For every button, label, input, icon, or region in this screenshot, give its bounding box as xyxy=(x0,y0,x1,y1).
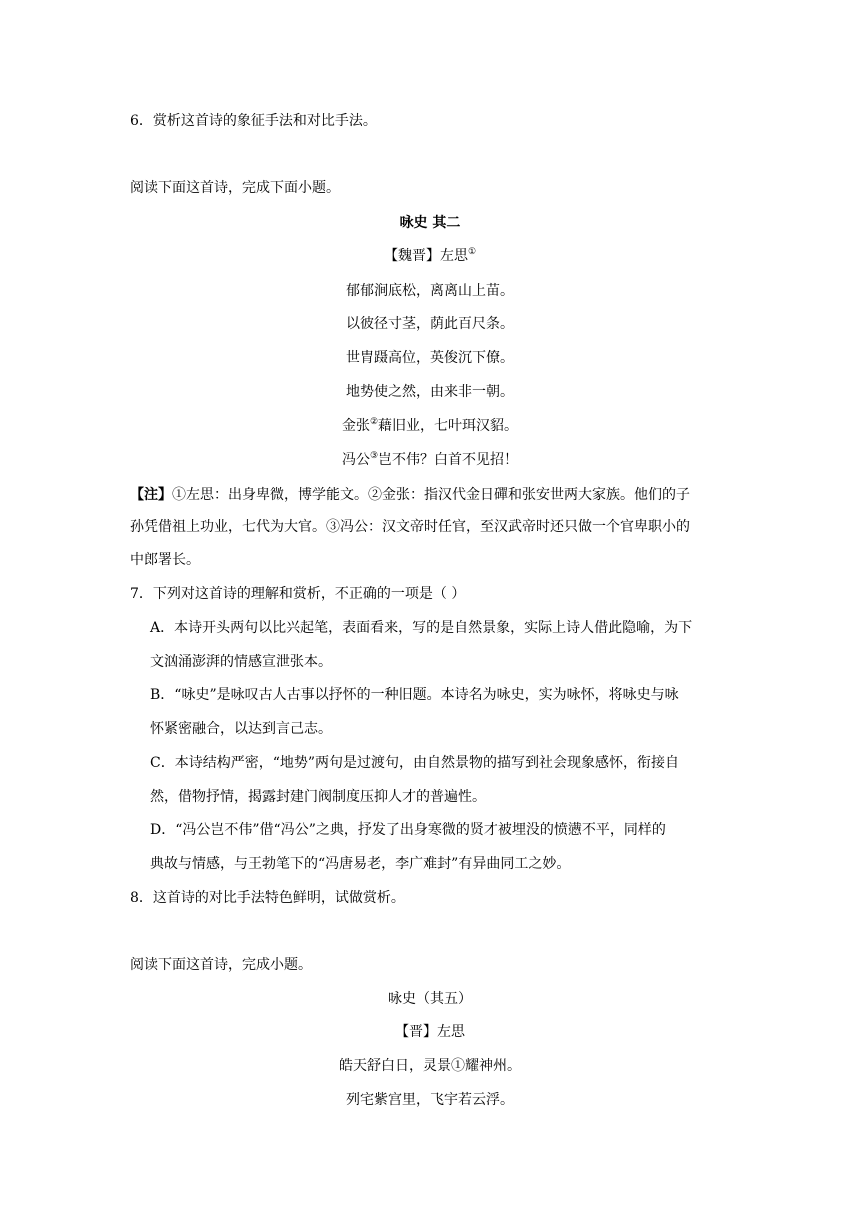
section2-intro: 阅读下面这首诗，完成小题。 xyxy=(130,957,312,973)
question-7-stem: 7．下列对这首诗的理解和赏析，不正确的一项是（ ） xyxy=(130,586,466,602)
poem1-line6-footnote: ③ xyxy=(369,451,379,461)
poem1-line xyxy=(0,450,860,470)
option-d: D．“冯公岂不伟”借“冯公”之典，抒发了出身寒微的贤才被埋没的愤懑不平，同样的 xyxy=(150,822,666,838)
section1-intro: 阅读下面这首诗，完成下面小题。 xyxy=(130,180,340,196)
poem1-line xyxy=(0,416,860,436)
option-a-cont: 文汹涌澎湃的情感宣泄张本。 xyxy=(150,654,332,670)
poem1-line: 以彼径寸茎，荫此百尺条。 xyxy=(346,316,514,332)
poem1-line: 世胄蹑高位，英俊沉下僚。 xyxy=(346,350,514,366)
poem1-line: 郁郁涧底松，离离山上苗。 xyxy=(346,283,514,299)
poem1-author-text: 【魏晋】左思 xyxy=(383,248,468,264)
option-d-cont: 典故与情感，与王勃笔下的“冯唐易老，李广难封”有异曲同工之妙。 xyxy=(150,856,571,872)
note-label: 【注】 xyxy=(130,487,172,503)
note-line: 孙凭借祖上功业，七代为大官。③冯公：汉文帝时任官，至汉武帝时还只做一个官卑职小的 xyxy=(130,519,690,535)
poem1-author xyxy=(0,246,860,266)
poem2-author: 【晋】左思 xyxy=(395,1024,465,1040)
option-b: B．“咏史”是咏叹古人古事以抒怀的一种旧题。本诗名为咏史，实为咏怀，将咏史与咏 xyxy=(150,687,679,703)
option-b-cont: 怀紧密融合，以达到言己志。 xyxy=(150,721,332,737)
note-text-1: ①左思：出身卑微，博学能文。②金张：指汉代金日磾和张安世两大家族。他们的子 xyxy=(172,487,690,503)
option-a: A．本诗开头两句以比兴起笔，表面看来，写的是自然景象，实际上诗人借此隐喻，为下 xyxy=(150,620,693,636)
note-line xyxy=(130,485,690,505)
option-c-cont: 然，借物抒情，揭露封建门阀制度压抑人才的普遍性。 xyxy=(150,789,486,805)
poem2-line: 皓天舒白日，灵景①耀神州。 xyxy=(339,1058,521,1074)
note-line: 中郎署长。 xyxy=(130,552,200,568)
poem1-title: 咏史 其二 xyxy=(399,215,461,231)
poem1-author-footnote: ① xyxy=(467,247,477,257)
poem2-title: 咏史（其五） xyxy=(388,991,472,1007)
poem1-line5-a: 金张 xyxy=(341,418,370,434)
question-6: 6．赏析这首诗的象征手法和对比手法。 xyxy=(130,113,377,129)
poem1-line5-footnote: ② xyxy=(369,417,379,427)
poem1-line6-a: 冯公 xyxy=(341,452,370,468)
poem1-line6-b: 岂不伟？白首不见招！ xyxy=(378,452,519,468)
option-c: C．本诗结构严密，“地势”两句是过渡句，由自然景物的描写到社会现象感怀，衔接自 xyxy=(150,755,680,771)
poem1-line: 地势使之然，由来非一朝。 xyxy=(346,384,514,400)
poem2-line: 列宅紫宫里，飞宇若云浮。 xyxy=(346,1092,514,1108)
poem1-line5-b: 藉旧业，七叶珥汉貂。 xyxy=(378,418,519,434)
question-8: 8．这首诗的对比手法特色鲜明，试做赏析。 xyxy=(130,890,405,906)
